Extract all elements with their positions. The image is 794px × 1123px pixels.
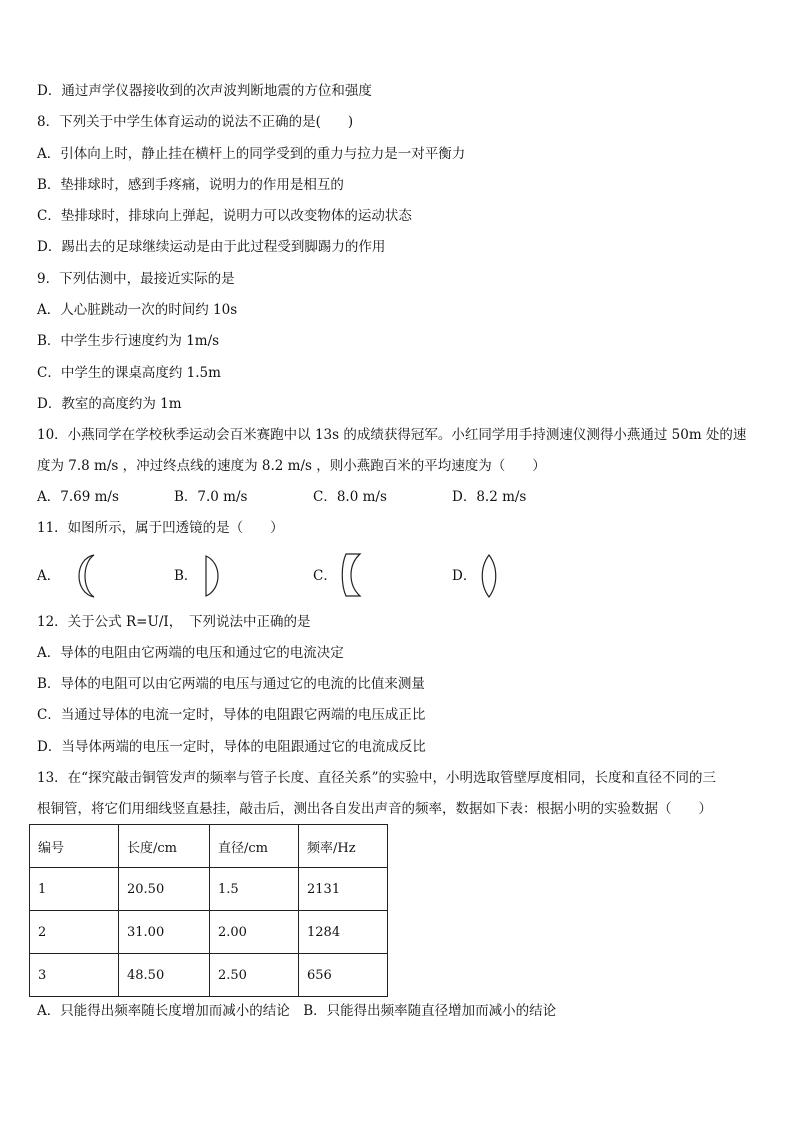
q12-option-d: D．当导体两端的电压一定时，导体的电阻跟通过它的电流成反比: [37, 739, 426, 755]
table-header-cell: 频率/Hz: [299, 825, 388, 868]
q10-option-c: C．8.0 m/s: [313, 489, 387, 505]
plano-convex-lens-icon: [200, 553, 226, 599]
table-cell: 1284: [299, 911, 388, 954]
q11-stem: 11．如图所示，属于凹透镜的是（ ）: [37, 520, 284, 536]
table-header-row: [30, 825, 388, 868]
q10-option-d: D．8.2 m/s: [452, 489, 527, 505]
q11-option-d-label: D．: [452, 568, 477, 584]
q9-option-a: A．人心脏跳动一次的时间约 10s: [37, 302, 238, 318]
q12-stem: 12．关于公式 R=U/I， 下列说法中正确的是: [37, 614, 311, 630]
q12-option-b: B．导体的电阻可以由它两端的电压与通过它的电流的比值来测量: [37, 676, 425, 692]
plano-concave-lens-icon: [338, 551, 366, 599]
q9-stem: 9．下列估测中，最接近实际的是: [37, 271, 235, 287]
table-cell: 20.50: [119, 868, 210, 911]
frequency-data-table: [29, 824, 388, 997]
q13-stem-line2: 根铜管，将它们用细线竖直悬挂，敲击后，测出各自发出声音的频率，数据如下表：根据小明的实验数据（ ）: [37, 801, 712, 817]
table-row: [30, 868, 388, 911]
concave-meniscus-lens-icon: [64, 553, 98, 599]
table-cell: 2.00: [210, 911, 299, 954]
q13-stem-line1: 13．在“探究敲击铜管发声的频率与管子长度、直径关系”的实验中，小明选取管壁厚度相同，长度和直径不同的三: [37, 770, 716, 786]
table-header-cell: 长度/cm: [119, 825, 210, 868]
q8-option-a: A．引体向上时，静止挂在横杆上的同学受到的重力与拉力是一对平衡力: [37, 146, 466, 162]
q8-option-d: D．踢出去的足球继续运动是由于此过程受到脚踢力的作用: [37, 239, 386, 255]
table-cell: 2131: [299, 868, 388, 911]
table-row: [30, 911, 388, 954]
q8-option-c: C．垫排球时，排球向上弹起，说明力可以改变物体的运动状态: [37, 208, 412, 224]
q9-option-b: B．中学生步行速度约为 1m/s: [37, 333, 220, 349]
q10-option-a: A．7.69 m/s: [37, 489, 119, 505]
q10-option-b: B．7.0 m/s: [174, 489, 248, 505]
q9-option-c: C．中学生的课桌高度约 1.5m: [37, 365, 221, 381]
q8-option-b: B．垫排球时，感到手疼痛，说明力的作用是相互的: [37, 177, 344, 193]
q11-option-c-label: C．: [313, 568, 337, 584]
table-cell: 1: [30, 868, 119, 911]
q12-option-c: C．当通过导体的电流一定时，导体的电阻跟它两端的电压成正比: [37, 707, 426, 723]
q11-option-b-label: B．: [174, 568, 198, 584]
q8-stem: 8．下列关于中学生体育运动的说法不正确的是( ): [37, 114, 354, 130]
biconvex-lens-icon: [478, 553, 500, 599]
table-cell: 656: [299, 954, 388, 997]
table-cell: 2: [30, 911, 119, 954]
table-cell: 2.50: [210, 954, 299, 997]
table-cell: 1.5: [210, 868, 299, 911]
table-cell: 31.00: [119, 911, 210, 954]
q7-option-d: D．通过声学仪器接收到的次声波判断地震的方位和强度: [37, 83, 372, 99]
q9-option-d: D．教室的高度约为 1m: [37, 396, 182, 412]
table-header-cell: 编号: [30, 825, 119, 868]
q12-option-a: A．导体的电阻由它两端的电压和通过它的电流决定: [37, 645, 344, 661]
q10-stem-line2: 度为 7.8 m/s ，冲过终点线的速度为 8.2 m/s ，则小燕跑百米的平均速度为（ ）: [37, 458, 546, 474]
table-cell: 48.50: [119, 954, 210, 997]
table-cell: 3: [30, 954, 119, 997]
q10-stem-line1: 10．小燕同学在学校秋季运动会百米赛跑中以 13s 的成绩获得冠军。小红同学用手持测速仪测得小燕通过 50m 处的速: [37, 427, 747, 443]
table-header-cell: 直径/cm: [210, 825, 299, 868]
q13-options-line: A．只能得出频率随长度增加而减小的结论 B．只能得出频率随直径增加而减小的结论: [37, 1003, 557, 1019]
q11-option-a-label: A．: [37, 568, 61, 584]
table-row: [30, 954, 388, 997]
